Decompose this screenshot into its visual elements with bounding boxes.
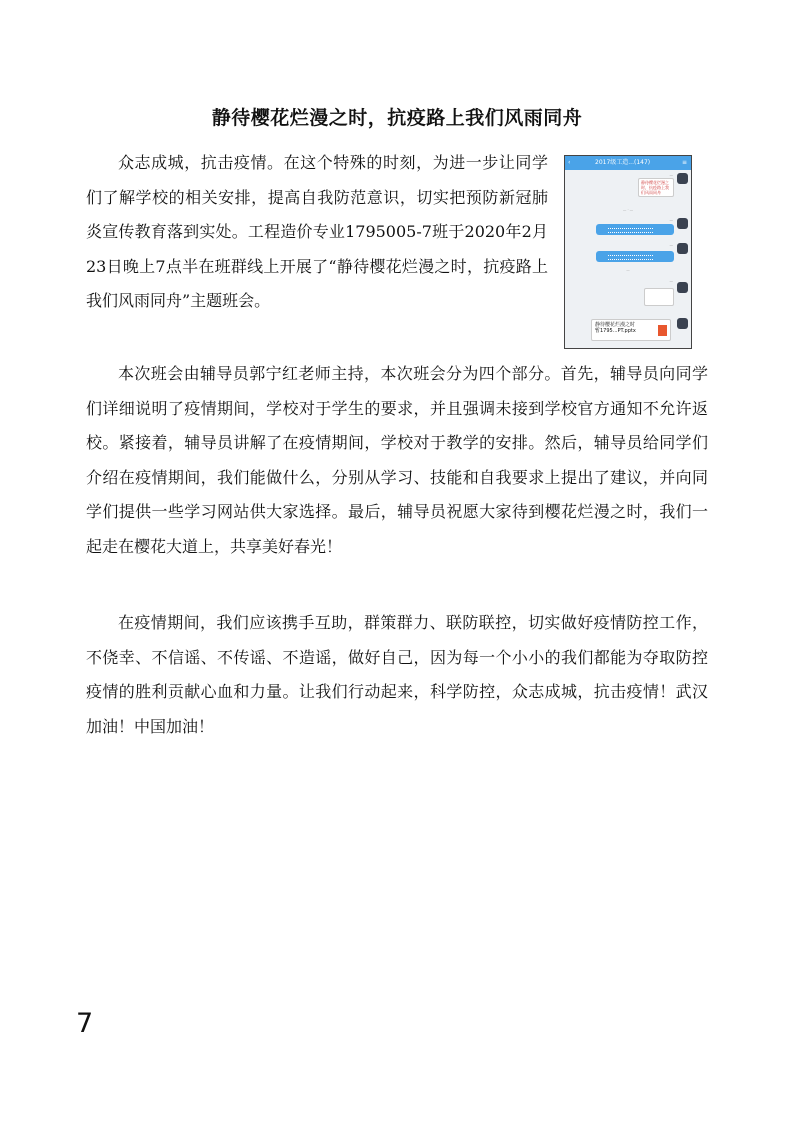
image-bubble [644,288,674,306]
sender-name: — [669,279,673,283]
file-name: 静待樱花烂漫之时 [595,322,636,328]
system-notice: — · — [622,208,634,212]
paragraph-closing: 在疫情期间，我们应该携手互助，群策群力、联防联控，切实做好疫情防控工作，不侥幸、不信谣、不传谣、不造谣，做好自己，因为每一个小小的我们都能为夺取防控疫情的胜利贡献心血和力量。让我们行动起来，科学防控，众志成城，抗击疫情！武汉加油！中国加油！ [86,613,708,736]
avatar [677,218,688,229]
avatar [677,318,688,329]
timestamp: — [626,268,630,272]
sender-name: — [669,173,673,177]
ppt-file-icon [658,325,667,336]
sender-name: — [669,218,673,222]
page-number: 7 [76,1008,94,1039]
menu-icon: ≡ [681,159,687,166]
paragraph-body: 本次班会由辅导员郭宁红老师主持，本次班会分为四个部分。首先，辅导员向同学们详细说明了疫情期间，学校对于学生的要求，并且强调未接到学校官方通知不允许返校。紧接着，辅导员讲解了在疫情期间，学校对于教学的安排。然后，辅导员给同学们介绍在疫情期间，我们能做什么，分别从学习、技能和自我要求上提出了建议，并向同学们提供一些学习网站供大家选择。最后，辅导员祝愿大家待到樱花烂漫之时，我们一起走在樱花大道上，共享美好春光！ [86,364,708,556]
voice-message [596,224,674,235]
chat-header [565,156,691,170]
text-bubble: 静待樱花烂漫之时，抗疫路上我们风雨同舟 [638,178,674,197]
avatar [677,173,688,184]
voice-message [596,251,674,262]
chat-title: 2017级工造...(147) [595,159,651,166]
chat-screenshot [564,155,692,349]
file-name-sub: 暂1795...PT.pptx [595,328,636,334]
sender-name: — [669,243,673,247]
avatar [677,282,688,293]
page-title: 静待樱花烂漫之时，抗疫路上我们风雨同舟 [211,107,583,129]
file-card [591,319,671,341]
avatar [677,243,688,254]
back-icon: ‹ [568,159,571,166]
paragraph-intro: 众志成城，抗击疫情。在这个特殊的时刻，为进一步让同学们了解学校的相关安排，提高自我防范意识，切实把预防新冠肺炎宣传教育落到实处。工程造价专业1795005-7班于2020年2月23日晚上7点半在班群线上开展了“静待樱花烂漫之时，抗疫路上我们风雨同舟”主题班会。 [86,153,548,310]
